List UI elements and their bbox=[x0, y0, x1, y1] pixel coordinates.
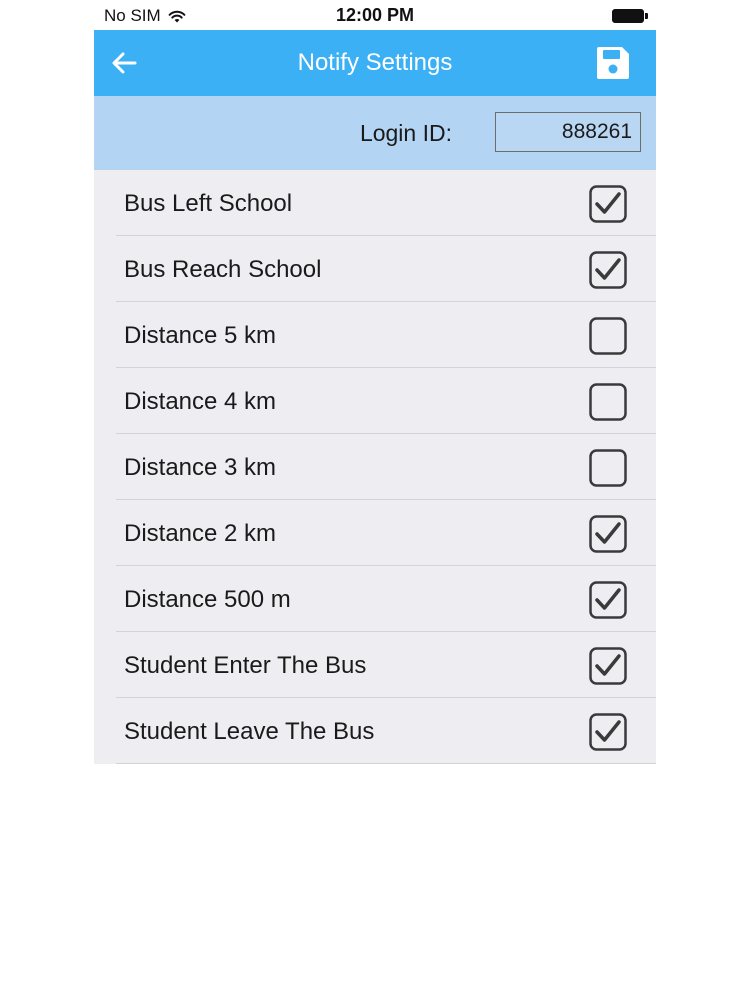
login-row bbox=[94, 96, 656, 170]
notification-option[interactable] bbox=[94, 434, 656, 500]
notification-option-label: Bus Reach School bbox=[124, 256, 322, 283]
status-time: 12:00 PM bbox=[335, 5, 415, 25]
notification-option-label: Distance 3 km bbox=[124, 454, 277, 481]
checkbox-checked-icon[interactable] bbox=[589, 251, 627, 289]
notification-option[interactable] bbox=[94, 170, 656, 236]
notification-option-label: Distance 4 km bbox=[124, 388, 277, 415]
notification-option[interactable] bbox=[94, 632, 656, 698]
notification-option[interactable] bbox=[94, 698, 656, 764]
notification-option[interactable] bbox=[94, 236, 656, 302]
notification-list bbox=[94, 170, 656, 764]
checkbox-checked-icon[interactable] bbox=[589, 515, 627, 553]
login-id-field[interactable] bbox=[495, 112, 641, 152]
notification-option-label: Distance 2 km bbox=[124, 520, 277, 547]
checkbox-checked-icon[interactable] bbox=[589, 647, 627, 685]
battery-icon bbox=[612, 9, 648, 23]
checkbox-unchecked-icon[interactable] bbox=[589, 383, 627, 421]
checkbox-checked-icon[interactable] bbox=[589, 185, 627, 223]
notification-option[interactable] bbox=[94, 566, 656, 632]
nav-bar bbox=[94, 30, 656, 96]
page-title: Notify Settings bbox=[297, 49, 453, 76]
login-id-label: Login ID: bbox=[359, 120, 452, 146]
notification-option[interactable] bbox=[94, 302, 656, 368]
checkbox-checked-icon[interactable] bbox=[589, 581, 627, 619]
checkbox-checked-icon[interactable] bbox=[589, 713, 627, 751]
notification-option-label: Bus Left School bbox=[124, 190, 293, 217]
notification-option-label: Distance 500 m bbox=[124, 586, 291, 613]
floppy-disk-icon bbox=[594, 44, 632, 82]
notification-option[interactable] bbox=[94, 368, 656, 434]
notification-option[interactable] bbox=[94, 500, 656, 566]
carrier-label: No SIM bbox=[104, 6, 161, 25]
notification-option-label: Student Enter The Bus bbox=[124, 652, 367, 679]
status-bar bbox=[94, 0, 656, 30]
save-button[interactable] bbox=[594, 44, 632, 82]
notification-option-label: Distance 5 km bbox=[124, 322, 277, 349]
notification-option-label: Student Leave The Bus bbox=[124, 718, 375, 745]
checkbox-unchecked-icon[interactable] bbox=[589, 317, 627, 355]
checkbox-unchecked-icon[interactable] bbox=[589, 449, 627, 487]
